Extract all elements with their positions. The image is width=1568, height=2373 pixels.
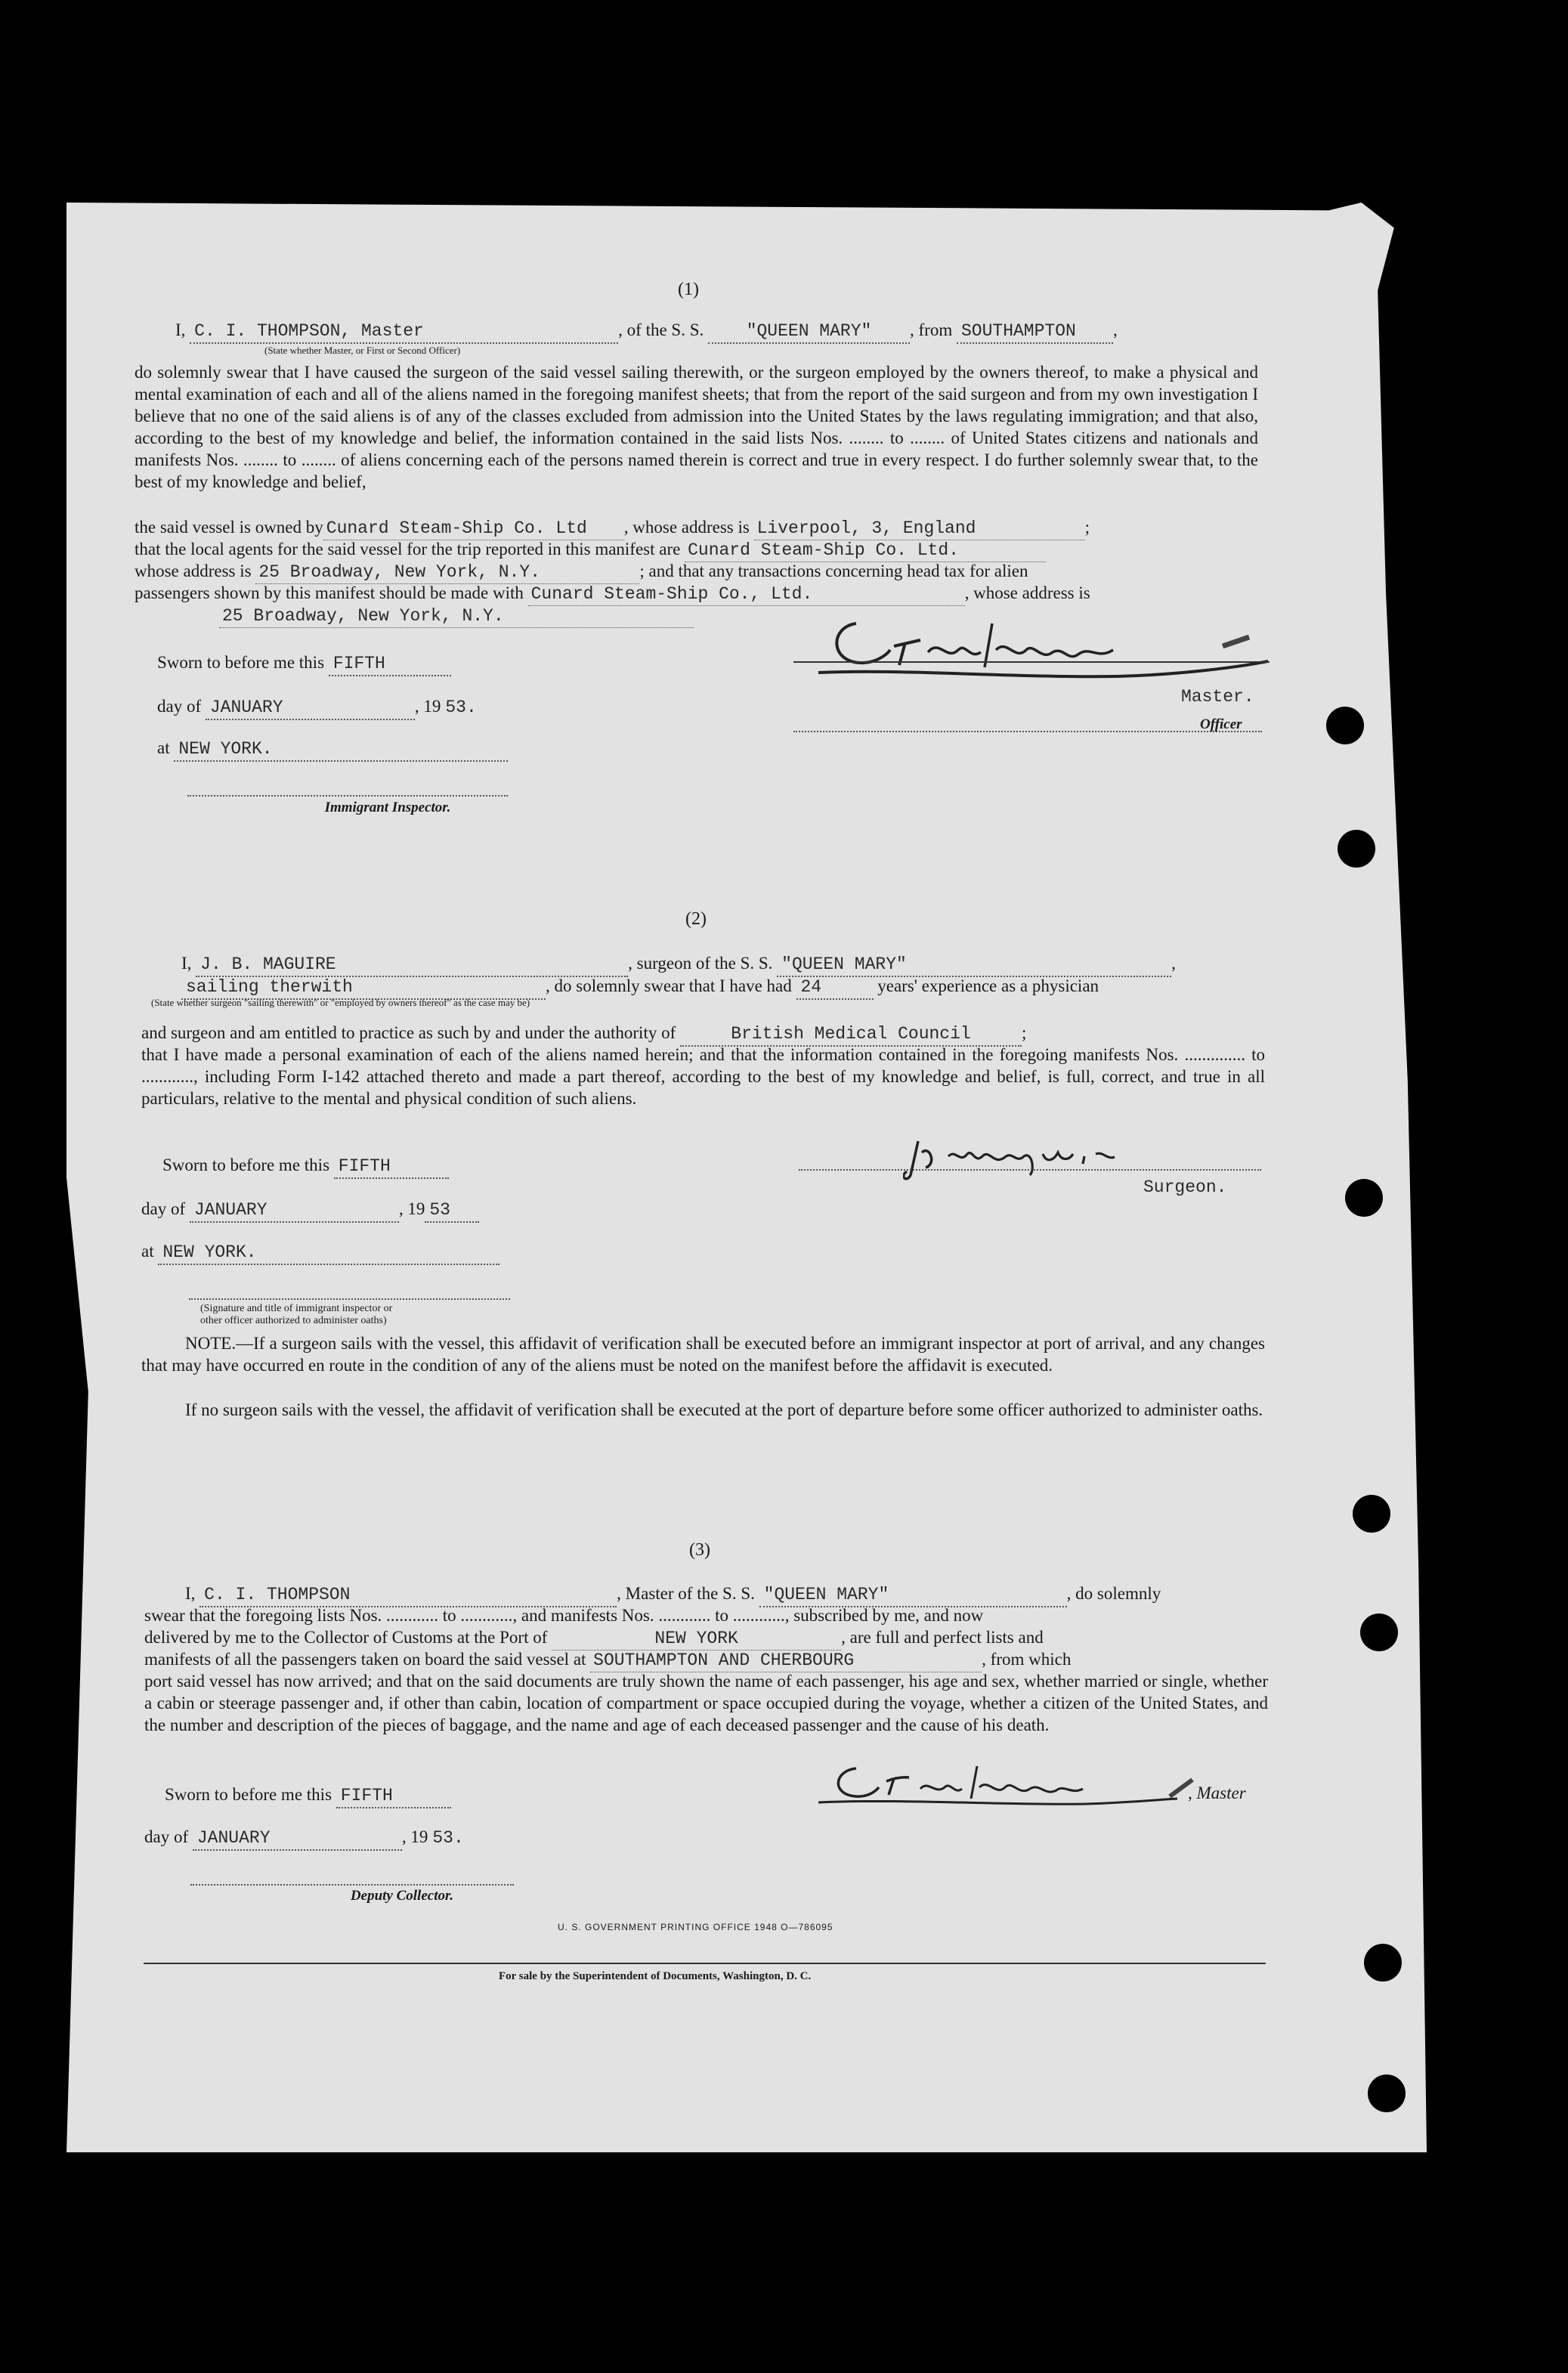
master-signature <box>815 1757 1238 1810</box>
label: , whose address is <box>964 583 1090 602</box>
binder-hole <box>1345 1179 1383 1217</box>
head-tax-line <box>135 582 1090 606</box>
from-port-field: SOUTHAMPTON <box>957 320 1113 344</box>
master-name-field: C. I. THOMPSON, Master <box>190 320 618 344</box>
note-1: NOTE.—If a surgeon sails with the vessel, this affidavit of verification shall be executed before an immigrant inspector at port of arrival, and any changes that may have occurred en route in the condition of any of the aliens must be noted on the manifest before the affidavit is executed. <box>141 1334 1265 1375</box>
sworn-line <box>165 1784 451 1808</box>
month-field: JANUARY <box>190 1199 399 1223</box>
agents-address-line <box>135 560 1028 584</box>
label: the said vessel is owned by <box>135 518 323 537</box>
state-note: (State whether surgeon "sailing therewith" or "employed by owners thereof" as the case may be) <box>151 997 530 1008</box>
port-field: NEW YORK <box>552 1628 841 1651</box>
label: I, <box>175 320 186 339</box>
signer-title: Surgeon. <box>1143 1177 1227 1197</box>
authority-field: British Medical Council <box>680 1023 1022 1047</box>
sworn-day-field: FIFTH <box>336 1785 451 1808</box>
label: whose address is <box>135 562 252 580</box>
binder-hole <box>1338 830 1375 868</box>
label: , whose address is <box>623 518 750 537</box>
head-tax-address-line <box>219 604 694 628</box>
agents-address-field: 25 Broadway, New York, N.Y. <box>255 562 639 584</box>
at-line <box>157 737 508 762</box>
label: manifests of all the passengers taken on board the said vessel at <box>144 1650 586 1669</box>
officer-caption: Officer <box>1200 716 1242 732</box>
label: , do solemnly <box>1066 1584 1161 1603</box>
label: , do solemnly swear that I have had <box>546 976 792 995</box>
label: passengers shown by this manifest should be made with <box>135 583 524 602</box>
vessel-name-field: "QUEEN MARY" <box>708 320 910 344</box>
label: and surgeon and am entitled to practice as such by and under the authority of <box>141 1023 676 1042</box>
signer-title: Master. <box>1181 687 1254 707</box>
binder-hole <box>1353 1495 1390 1533</box>
label: Sworn to before me this <box>157 653 325 672</box>
owner-address-field: Liverpool, 3, England <box>754 518 1085 540</box>
month-field: JANUARY <box>206 697 415 720</box>
master-signature-line <box>793 661 1270 663</box>
affidavit-text-1: do solemnly swear that I have caused the surgeon of the said vessel sailing therewith, or the surgeon employed by the owners thereof, to make a physical and mental examination of each and all of the aliens named in the foregoing manifest sheets; that from the report of the said surgeon and from my own investigation I believe that no one of the said aliens is of any of the classes excluded from admission into the United States by the laws regulating immigration; and that also, according to the best of my knowledge and belief, the information contained in the said lists Nos. ........ to ........ of United States citizens and nationals and manifests Nos. ........ to ........ of aliens concerning each of the persons named therein is correct and true in every respect. I do further solemnly swear that, to the best of my knowledge and belief, <box>135 363 1258 491</box>
surgeon-line: I, J. B. MAGUIRE , surgeon of the S. S. "QUEEN MARY" , <box>181 952 1176 977</box>
surgeon-name-field: J. B. MAGUIRE <box>196 954 628 977</box>
label: ; and that any transactions concerning head tax for alien <box>639 562 1028 580</box>
label: , 19 <box>398 1199 425 1218</box>
place-field: NEW YORK. <box>174 738 508 762</box>
label: Sworn to before me this <box>165 1785 332 1804</box>
day-of-line <box>157 695 495 720</box>
binder-hole <box>1360 1613 1398 1651</box>
sig-caption: other officer authorized to administer oaths) <box>200 1315 387 1326</box>
day-of-line <box>141 1198 479 1223</box>
collector-signature-line <box>190 1884 514 1886</box>
for-sale-line: For sale by the Superintendent of Documents, Washington, D. C. <box>499 1970 812 1982</box>
officer-signature-line <box>793 731 1262 732</box>
delivered-line <box>144 1626 1044 1651</box>
sworn-line <box>162 1154 449 1179</box>
label: , from which <box>982 1650 1072 1669</box>
year-field: 53. <box>432 1828 464 1848</box>
collector-caption: Deputy Collector. <box>350 1888 454 1904</box>
sworn-day-field: FIFTH <box>334 1156 449 1179</box>
year-field: 53 <box>425 1199 479 1223</box>
head-tax-address-field: 25 Broadway, New York, N.Y. <box>219 605 694 628</box>
day-of-line <box>144 1826 482 1851</box>
sig-caption: (Signature and title of immigrant inspector or <box>200 1303 393 1314</box>
label: , Master of the S. S. <box>617 1584 755 1603</box>
master-signature <box>815 608 1268 691</box>
label: day of <box>144 1827 189 1846</box>
label: , from <box>910 320 953 339</box>
master-name-field: C. I. THOMPSON <box>199 1584 617 1607</box>
place-field: NEW YORK. <box>158 1242 499 1265</box>
note-2: If no surgeon sails with the vessel, the affidavit of verification shall be executed at the port of departure before some officer authorized to administer oaths. <box>185 1400 1263 1419</box>
lists-line: swear that the foregoing lists Nos. ............ to ............, and manifests Nos. ............ to ............, subscribed by me, and now <box>144 1606 984 1625</box>
label: at <box>141 1242 154 1261</box>
label: , are full and perfect lists and <box>841 1628 1044 1647</box>
owner-field: Cunard Steam-Ship Co. Ltd <box>323 518 624 540</box>
agents-field: Cunard Steam-Ship Co. Ltd. <box>685 540 1046 562</box>
label: delivered by me to the Collector of Customs at the Port of <box>144 1628 548 1647</box>
label: at <box>157 738 170 757</box>
master-line: I, C. I. THOMPSON, Master , of the S. S. "QUEEN MARY" , from SOUTHAMPTON , <box>175 319 1118 344</box>
head-tax-company-field: Cunard Steam-Ship Co., Ltd. <box>528 583 965 606</box>
label: Sworn to before me this <box>162 1156 330 1174</box>
officer-signature-line <box>189 1298 510 1300</box>
at-line <box>141 1240 499 1265</box>
label: , surgeon of the S. S. <box>628 954 773 973</box>
printing-office-line: U. S. GOVERNMENT PRINTING OFFICE 1948 O—786095 <box>558 1922 833 1932</box>
inspector-caption: Immigrant Inspector. <box>324 800 451 815</box>
binder-hole <box>1368 2074 1406 2112</box>
boarding-ports-field: SOUTHAMPTON AND CHERBOURG <box>590 1650 982 1672</box>
section-number: (3) <box>689 1540 710 1560</box>
affidavit-text-2: that I have made a personal examination of each of the aliens named herein; and that the information contained in the foregoing manifests Nos. .............. to ............, including Form I-142 attached thereto and made a part thereof, according to the best of my knowledge and belief, is full, correct, and true in all particulars, relative to the mental and physical condition of such aliens. <box>141 1045 1265 1108</box>
vessel-name-field: "QUEEN MARY" <box>777 954 1171 977</box>
year-field: 53. <box>445 698 477 717</box>
label: , 19 <box>414 697 441 716</box>
state-note: (State whether Master, or First or Second Officer) <box>264 345 461 356</box>
surgeon-signature-line <box>799 1169 1261 1171</box>
signer-title: , Master <box>1188 1784 1246 1802</box>
label: years' experience as a physician <box>877 976 1099 995</box>
inspector-signature-line <box>187 795 508 797</box>
label: I, <box>185 1584 196 1603</box>
note-text-1 <box>141 1332 1265 1376</box>
authority-line: and surgeon and am entitled to practice as such by and under the authority of British Medical Council ; <box>141 1022 1026 1047</box>
sworn-day-field: FIFTH <box>329 653 451 676</box>
label: day of <box>141 1199 186 1218</box>
owner-line: the said vessel is owned by Cunard Steam-Ship Co. Ltd , whose address is Liverpool, 3, England ; <box>135 516 1090 540</box>
vessel-name-field: "QUEEN MARY" <box>759 1584 1067 1607</box>
sailing-field: sailing therwith <box>181 976 546 1000</box>
month-field: JANUARY <box>193 1827 402 1851</box>
footer-rule <box>144 1963 1266 1964</box>
note-text-2 <box>141 1399 1265 1421</box>
boarding-line <box>144 1648 1071 1672</box>
section-number: (1) <box>678 280 699 299</box>
label: , of the S. S. <box>618 320 704 339</box>
binder-hole <box>1326 707 1364 744</box>
years-field: 24 <box>796 976 874 1000</box>
label: day of <box>157 697 202 716</box>
surgeon-signature <box>903 1130 1145 1183</box>
binder-hole <box>1364 1944 1402 1982</box>
label: I, <box>181 954 192 973</box>
section-number: (2) <box>685 909 707 929</box>
sworn-line <box>157 651 451 676</box>
affidavit-text-3: port said vessel has now arrived; and that on the said documents are truly shown the name of each passenger, his age and sex, whether married or single, whether a cabin or steerage passenger and, if other than cabin, location of compartment or space occupied during the voyage, whether a citizen of the United States, and the number and description of the pieces of baggage, and the name and age of each deceased passenger and the cause of his death. <box>144 1672 1268 1734</box>
agents-line <box>135 538 1046 562</box>
label: , 19 <box>401 1827 428 1846</box>
label: that the local agents for the said vessel for the trip reported in this manifest are <box>135 540 681 558</box>
